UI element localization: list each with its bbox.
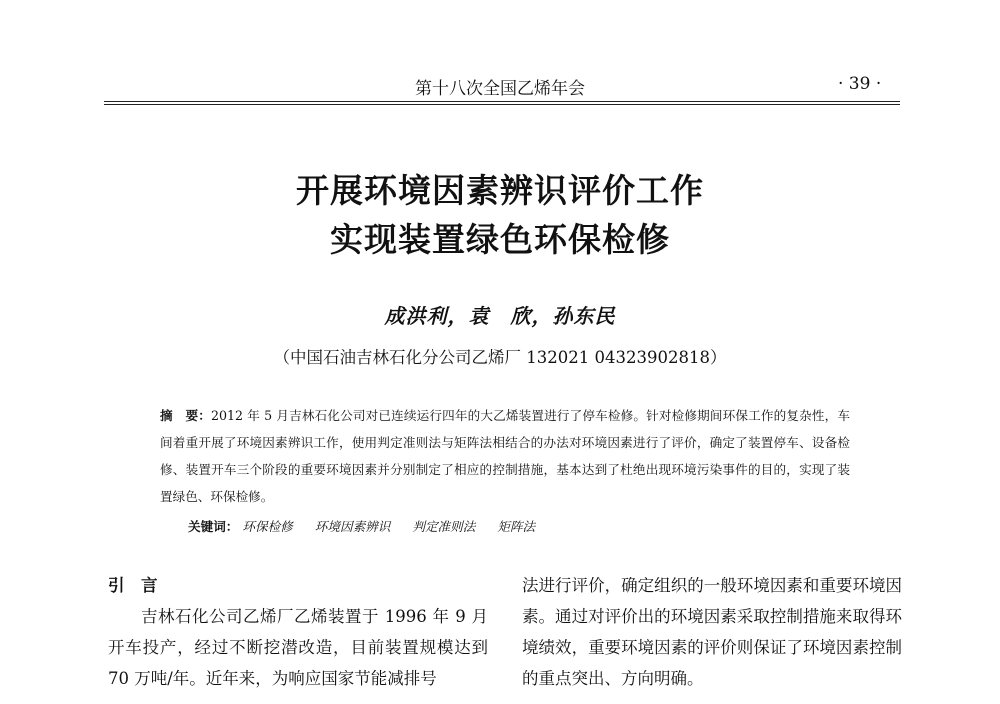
keywords-label: 关键词： — [188, 519, 239, 534]
keyword: 判定准则法 — [412, 519, 476, 534]
keyword: 环保检修 — [242, 519, 293, 534]
header-rule — [104, 101, 900, 102]
body-paragraph: 吉林石化公司乙烯厂乙烯装置于 1996 年 9 月开车投产，经过不断挖潜改造，目前装置规模达到 70 万吨/年。近年来，为响应国家节能减排号 — [108, 607, 488, 688]
keyword: 环境因素辨识 — [314, 519, 391, 534]
header-rule-thin — [104, 104, 900, 105]
body-column-right — [522, 570, 902, 694]
abstract-label: 摘 要： — [160, 408, 212, 423]
abstract-text: 2012 年 5 月吉林石化公司对已连续运行四年的大乙烯装置进行了停车检修。针对检修期间环保工作的复杂性，车间着重开展了环境因素辨识工作，使用判定准则法与矩阵法相结合的办法对环境因素进行了评价，确定了装置停车、设备检修、装置开车三个阶段的重要环境因素并分别制定了相应的控制措施，基本达到了杜绝出现环境污染事件的目的，实现了装置绿色、环保检修。 — [160, 408, 851, 504]
affiliation: （中国石油吉林石化分公司乙烯厂 132021 04323902818） — [273, 348, 727, 367]
article-title-line2: 实现装置绿色环保检修 — [330, 220, 670, 259]
authors: 成洪利，袁 欣，孙东民 — [384, 304, 616, 328]
keyword: 矩阵法 — [497, 519, 536, 534]
keywords — [188, 516, 553, 535]
section-heading: 引 言 — [108, 576, 158, 595]
article-title-line1: 开展环境因素辨识评价工作 — [296, 171, 704, 210]
page-number: · 39 · — [838, 74, 882, 94]
abstract — [160, 402, 850, 510]
body-column-left — [108, 570, 488, 694]
running-title: 第十八次全国乙烯年会 — [415, 79, 585, 99]
body-paragraph: 法进行评价，确定组织的一般环境因素和重要环境因素。通过对评价出的环境因素采取控制措施来取得环境绩效，重要环境因素的评价则保证了环境因素控制的重点突出、方向明确。 — [522, 576, 902, 688]
